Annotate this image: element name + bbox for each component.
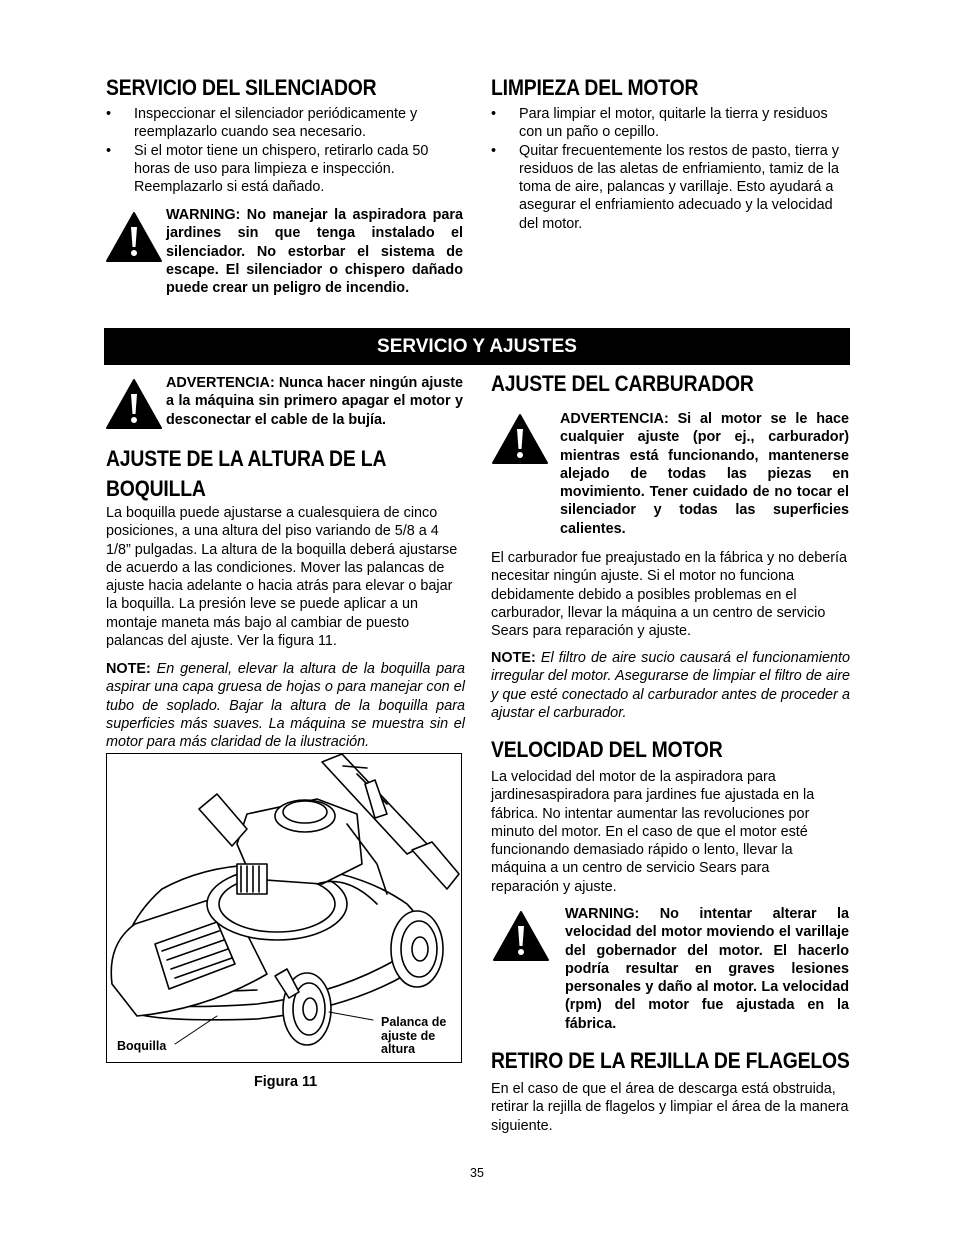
warning-carburador: ADVERTENCIA: Si al motor se le hace cualquier ajuste (por ej., carburador) mientras está funcionando, mantenerse alejado de todas las piezas en movimiento. Tener cuidado de no tocar el silenciador y todas las superficies calientes. <box>560 411 849 537</box>
figure-caption: Figura 11 <box>254 1074 318 1090</box>
list-item: • Quitar frecuentemente los restos de pasto, tierra y residuos de las aletas de enfriamiento, tamiz de la toma de aire, palancas y varillaje. Esto ayudará a asegurar el enfriamiento adecuado y la velocidad del motor. <box>491 142 851 233</box>
warning-silenciador: WARNING: No manejar la aspiradora para jardines sin que tenga instalado el silenciador. No estorbar el sistema de escape. El silenciador o chispero dañado puede crear un peligro de incendio. <box>166 207 463 297</box>
paragraph-carburador: El carburador fue preajustado en la fábrica y no debería necesitar ningún ajuste. Si el motor no funciona debidamente debido a posibles problemas en el carburador, llevar la máquina a un centro de servicio Sears para reparación y ajuste. <box>491 550 847 640</box>
page-number: 35 <box>470 1166 484 1180</box>
section-banner <box>104 328 850 365</box>
note-ajuste-altura <box>106 660 465 751</box>
warning-ajuste: ADVERTENCIA: Nunca hacer ningún ajuste a la máquina sin primero apagar el motor y desconectar el cable de la bujía. <box>166 375 463 428</box>
list-item: • Inspeccionar el silenciador periódicamente y reemplazarlo cuando sea necesario. <box>106 105 466 142</box>
warning-velocidad: WARNING: No intentar alterar la velocidad del motor moviendo el varillaje del gobernador del motor. El hacerlo podría resultar en graves lesiones personales y daño al motor. La velocidad (rpm) del motor fue ajustada en la fábrica. <box>565 906 849 1032</box>
note-carburador <box>491 649 850 722</box>
callout-palanca-line1: Palanca de <box>381 1015 447 1029</box>
warning-triangle-icon <box>105 211 163 263</box>
heading-ajuste-altura-line2: BOQUILLA <box>106 476 206 501</box>
note-label: NOTE: <box>491 650 536 666</box>
paragraph-velocidad: La velocidad del motor de la aspiradora para jardinesaspiradora para jardines fue ajustada en la fábrica. No intentar aumentar las revoluciones por minuto del motor. En el caso de que el motor esté funcionando demasiado rápido o lento, llevar la máquina a un centro de servicio Sears para reparación y ajuste. <box>491 769 815 895</box>
paragraph-retiro: En el caso de que el área de descarga está obstruida, retirar la rejilla de flagelos y limpiar el área de la manera siguiente. <box>491 1081 849 1134</box>
heading-ajuste-carburador: AJUSTE DEL CARBURADOR <box>491 371 754 396</box>
callout-palanca-line3: altura <box>381 1042 416 1056</box>
note-text: El filtro de aire sucio causará el funcionamiento irregular del motor. Asegurarse de limpiar el filtro de aire y que esté conectado al carburador antes de proceder a ajustar el carburador. <box>491 650 850 721</box>
callout-boquilla: Boquilla <box>117 1039 167 1053</box>
note-label: NOTE: <box>106 661 151 677</box>
heading-servicio-silenciador: SERVICIO DEL SILENCIADOR <box>106 75 377 100</box>
list-item: • Para limpiar el motor, quitarle la tierra y residuos con un paño o cepillo. <box>491 105 851 142</box>
limpieza-bullet-list <box>491 105 851 233</box>
paragraph-ajuste-altura: La boquilla puede ajustarse a cualesquiera de cinco posiciones, a una altura del piso variando de 5/8 a 4 1/8” pulgadas. La altura de la boquilla deberá ajustarse de acuerdo a las condiciones. Mover las palancas de ajuste hacia adelante o hacia atrás para elevar o bajar la boquilla. La presión leve se puede aplicar a un montaje maneta más bajo al cambiar de puesto palancas del ajuste. Ver la figura 11. <box>106 505 458 650</box>
warning-triangle-icon <box>491 413 549 465</box>
heading-velocidad-motor: VELOCIDAD DEL MOTOR <box>491 737 723 762</box>
warning-triangle-icon <box>105 378 163 430</box>
heading-limpieza-motor: LIMPIEZA DEL MOTOR <box>491 75 699 100</box>
warning-triangle-icon <box>492 910 550 962</box>
list-item: • Si el motor tiene un chispero, retirarlo cada 50 horas de uso para limpieza e inspección. Reemplazarlo si está dañado. <box>106 142 466 197</box>
callout-palanca-line2: ajuste de <box>381 1028 436 1043</box>
callout-palanca <box>381 1016 446 1057</box>
heading-ajuste-altura-line1: AJUSTE DE LA ALTURA DE LA <box>106 446 387 471</box>
figure-11-illustration <box>106 753 462 1063</box>
note-text: En general, elevar la altura de la boquilla para aspirar una capa gruesa de hojas o para manejar con el tubo de soplado. Bajar la altura de la boquilla para superficies más suaves. La máquina se muestra sin el motor para más claridad de la ilustración. <box>106 661 465 751</box>
heading-retiro-rejilla: RETIRO DE LA REJILLA DE FLAGELOS <box>491 1048 850 1073</box>
banner-title: SERVICIO Y AJUSTES <box>377 336 577 357</box>
silenciador-bullet-list <box>106 105 466 196</box>
